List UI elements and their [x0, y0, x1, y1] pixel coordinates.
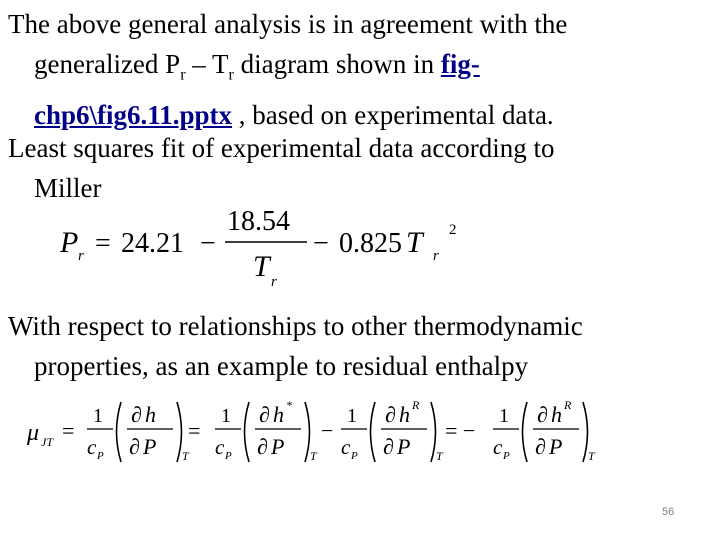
c-sub: P — [351, 450, 358, 462]
p-symbol: P — [143, 434, 157, 459]
eq1-coefficient: 0.825 — [339, 228, 402, 259]
eq1-denominator-sub: r — [271, 274, 277, 290]
t-sub: T — [310, 449, 317, 463]
svg-text:−: − — [321, 418, 334, 443]
paragraph-agreement — [8, 4, 713, 135]
subscript-r: r — [180, 66, 186, 84]
eq1-minus-1: − — [200, 228, 216, 259]
left-paren — [371, 402, 376, 462]
h-symbol: h — [551, 402, 562, 427]
paragraph-1-text-a: The above general analysis is in agreement with the — [8, 9, 568, 39]
eq1-exponent: 2 — [449, 222, 457, 238]
paragraph-1-text-e: , based on experimental data. — [232, 100, 554, 131]
left-paren — [523, 402, 528, 462]
partial-symbol: ∂ — [383, 434, 394, 459]
partial-symbol: ∂ — [259, 402, 270, 427]
c-symbol: c — [215, 435, 225, 459]
p-symbol: P — [549, 434, 563, 459]
paragraph-1-text-d: diagram shown in — [233, 49, 441, 79]
paragraph-least-squares — [8, 128, 713, 208]
fraction-one: 1 — [499, 405, 509, 427]
fraction-one: 1 — [93, 405, 103, 427]
eq1-minus-2: − — [313, 228, 329, 259]
t-sub: T — [182, 449, 189, 463]
eq1-denominator: T — [253, 250, 270, 283]
partial-symbol: ∂ — [385, 402, 396, 427]
eq1-term-sub: r — [433, 248, 439, 264]
eq1-equals: = — [95, 228, 111, 259]
term-dh-star-dp — [215, 398, 318, 463]
right-paren — [431, 402, 436, 462]
h-symbol: h — [399, 402, 410, 427]
paragraph-3-line-2: properties, as an example to residual enthalpy — [34, 351, 529, 381]
partial-symbol: ∂ — [131, 402, 142, 427]
left-paren — [117, 402, 122, 462]
svg-text:=: = — [188, 418, 201, 443]
operator-equals-minus — [445, 418, 475, 443]
joule-thomson-equation — [25, 392, 605, 472]
c-symbol: c — [341, 435, 351, 459]
page-number: 56 — [662, 506, 675, 518]
eq1-p: P — [60, 226, 79, 259]
subscript-r: r — [228, 66, 234, 84]
mu-jt — [26, 418, 74, 449]
paragraph-2-line-2: Miller — [34, 173, 102, 203]
right-paren — [177, 402, 182, 462]
term-dh-r-dp-1 — [341, 398, 444, 463]
p-symbol: P — [271, 434, 285, 459]
partial-symbol: ∂ — [257, 434, 268, 459]
eq1-term-var: T — [406, 226, 423, 259]
left-paren — [245, 402, 250, 462]
c-symbol: c — [493, 435, 503, 459]
h-symbol: h — [273, 402, 284, 427]
eq1-numerator: 18.54 — [227, 206, 290, 237]
partial-symbol: ∂ — [535, 434, 546, 459]
eq1-constant: 24.21 — [121, 228, 184, 259]
fraction-one: 1 — [221, 405, 231, 427]
fraction-one: 1 — [347, 405, 357, 427]
right-paren — [583, 402, 588, 462]
svg-text:= −: = − — [445, 418, 476, 443]
p-symbol: P — [397, 434, 411, 459]
mu-symbol: μ — [27, 420, 40, 446]
c-sub: P — [97, 450, 104, 462]
t-sub: T — [436, 449, 443, 463]
paragraph-2-line-1: Least squares fit of experimental data according to — [8, 133, 555, 163]
operator-equals-1 — [188, 418, 200, 443]
eq2-equals-0: = — [62, 418, 75, 443]
right-paren — [305, 402, 310, 462]
partial-symbol: ∂ — [537, 402, 548, 427]
eq1-p-sub: r — [78, 248, 84, 264]
figure-link-part-2[interactable]: chp6\fig6.11.pptx — [34, 100, 233, 131]
paragraph-3-line-1: With respect to relationships to other thermodynamic — [8, 311, 583, 341]
t-sub: T — [588, 449, 595, 463]
operator-minus — [321, 418, 333, 443]
figure-link-part-1[interactable]: fig- — [440, 49, 480, 79]
c-sub: P — [503, 450, 510, 462]
paragraph-1-text-b: generalized P — [34, 49, 181, 79]
h-superscript: * — [286, 398, 292, 412]
c-sub: P — [225, 450, 232, 462]
c-symbol: c — [87, 435, 97, 459]
h-superscript: R — [412, 398, 420, 412]
paragraph-residual-enthalpy — [8, 306, 713, 386]
term-dh-dp — [87, 402, 190, 463]
h-symbol: h — [145, 402, 156, 427]
h-superscript: R — [564, 398, 572, 412]
mu-sub: JT — [41, 435, 53, 449]
paragraph-1-text-c: – T — [185, 49, 229, 79]
miller-equation — [55, 198, 475, 294]
partial-symbol: ∂ — [129, 434, 140, 459]
term-dh-r-dp-2 — [493, 398, 596, 463]
